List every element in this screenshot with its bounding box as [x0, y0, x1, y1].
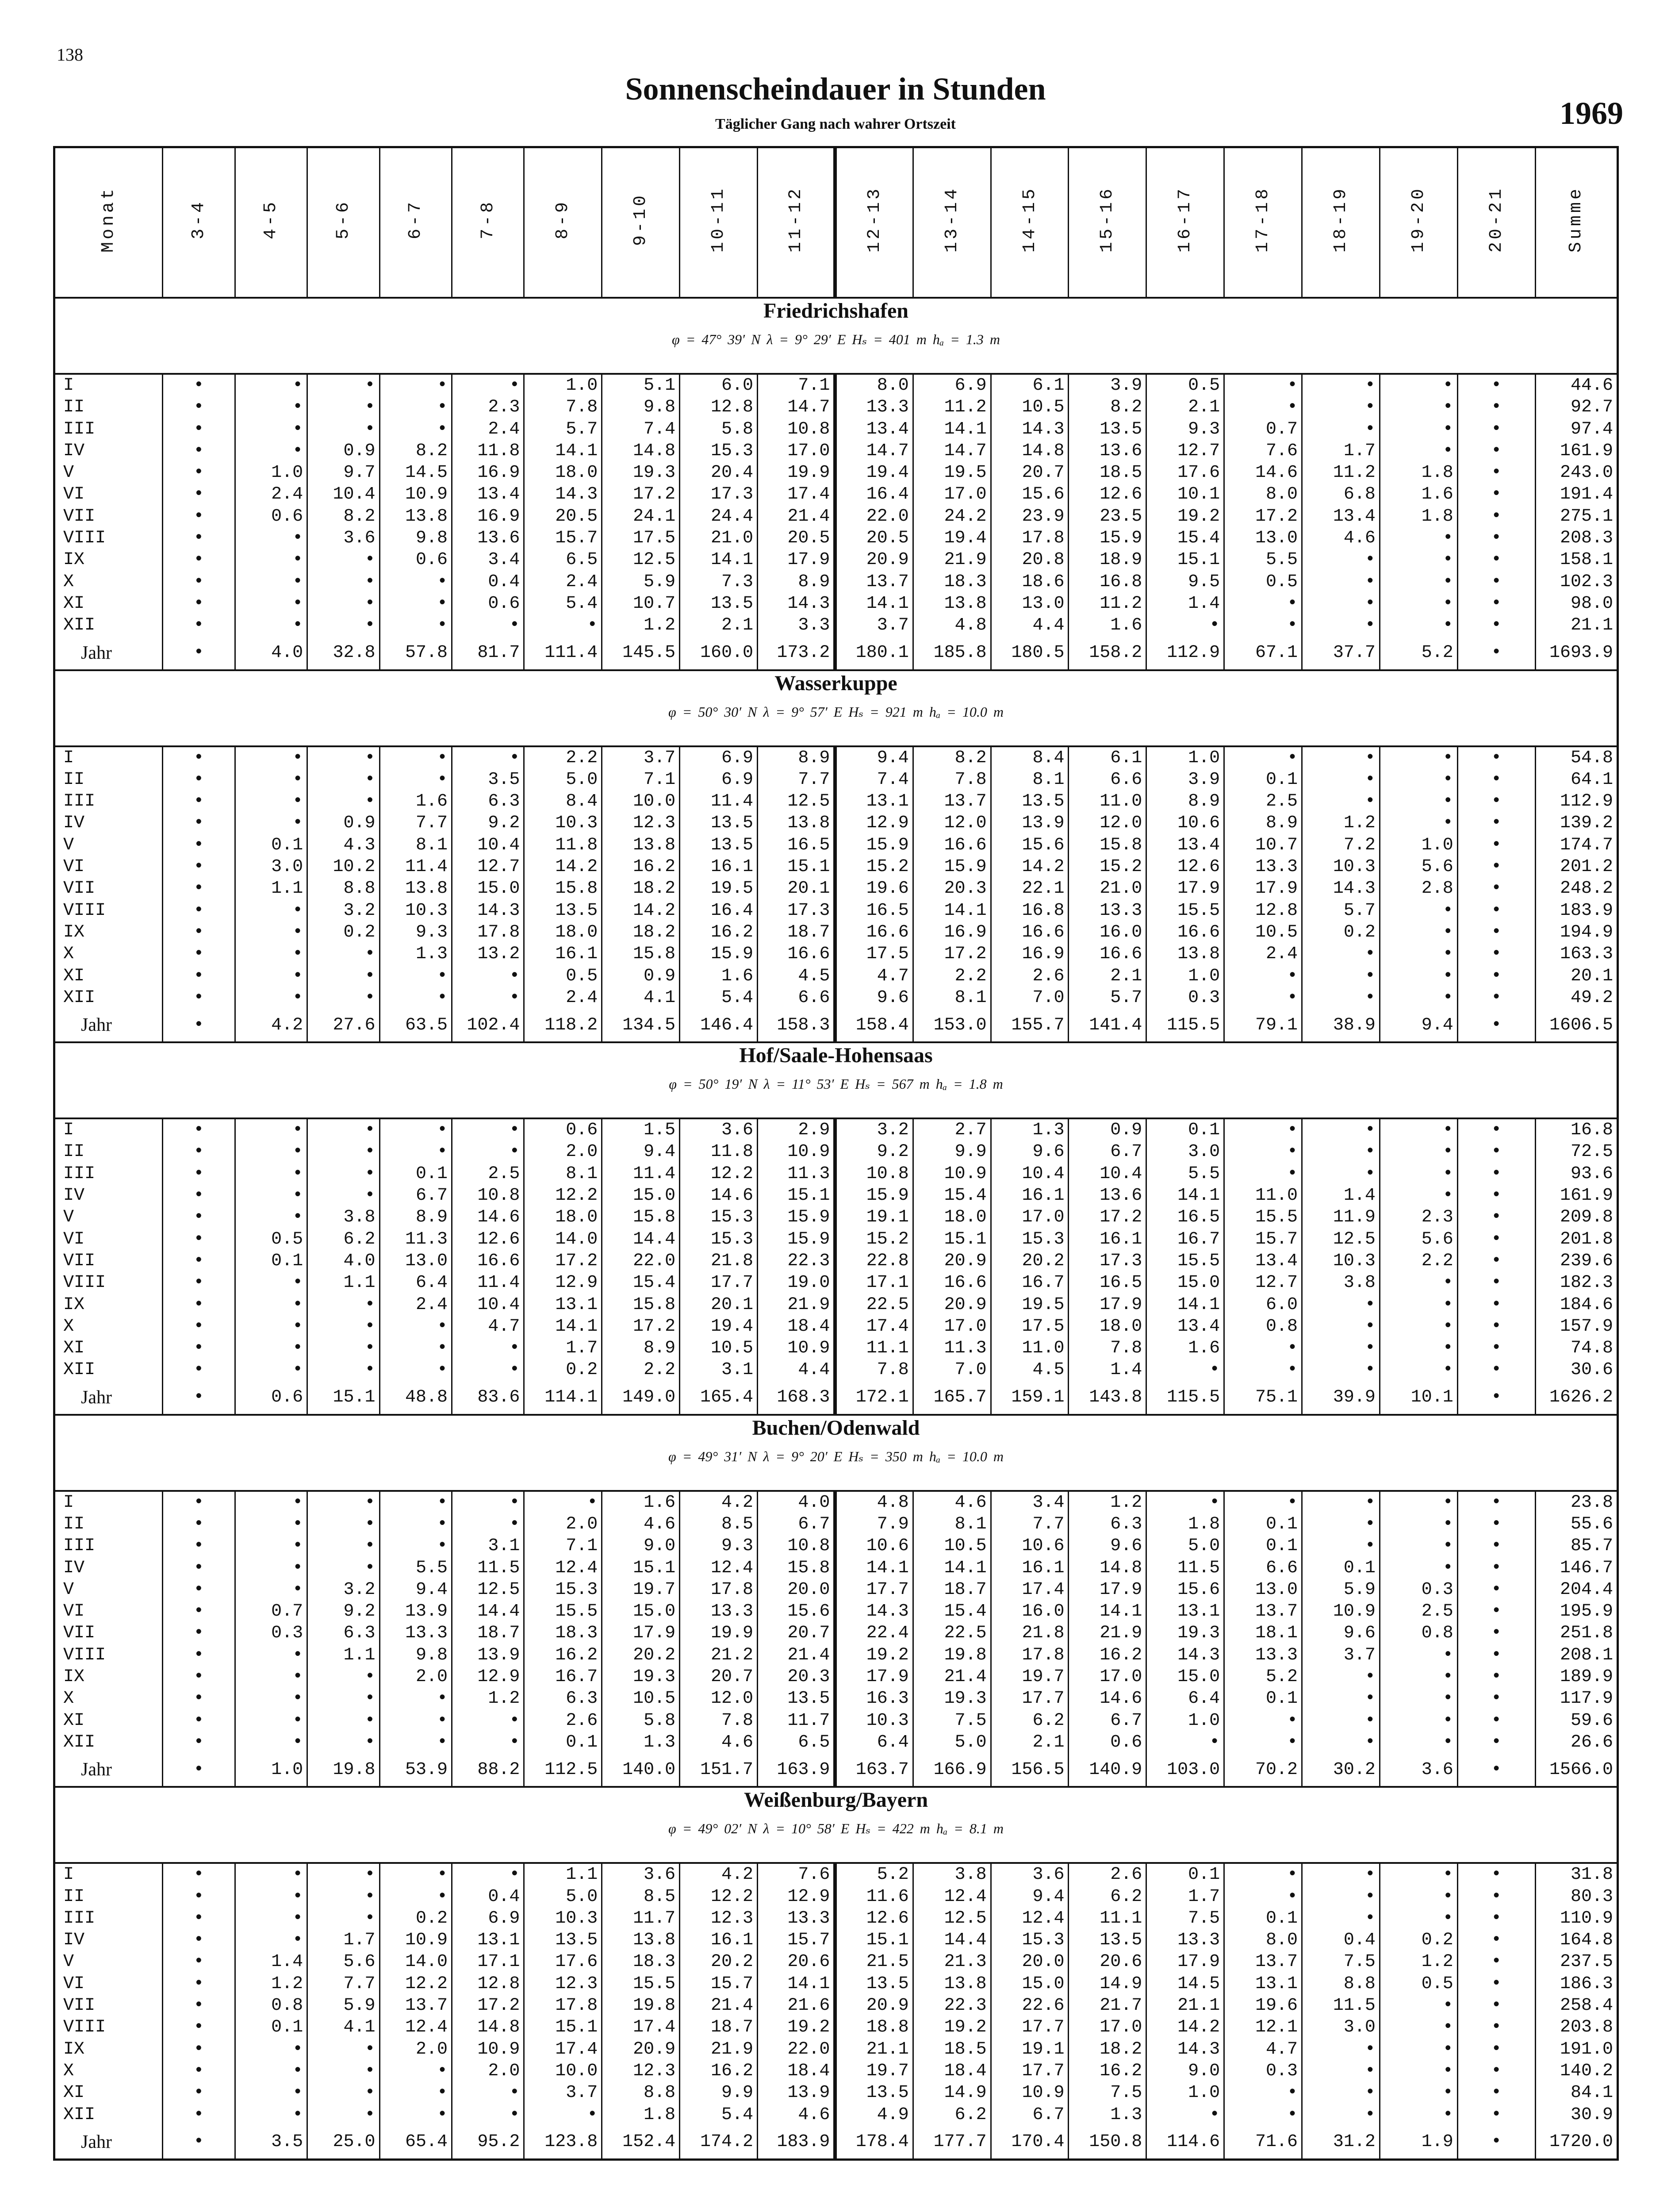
month-values-7-8: • • 3.1 11.5 12.5 14.4 18.7 13.9 12.9 1.2 • •	[452, 1491, 524, 1754]
year-total-value: 180.5	[991, 637, 1069, 670]
station-header-row	[54, 1787, 1618, 1863]
year-total-value: 183.9	[758, 2126, 836, 2160]
year-total-label: Jahr	[54, 1753, 163, 1787]
column-header-label: 14-15	[1019, 186, 1040, 253]
year-total-value: 1.0	[235, 1753, 307, 1787]
station-header	[54, 1042, 1618, 1118]
station-coordinates: φ = 49° 02′ N λ = 10° 58′ E Hₛ = 422 m hₐ = 8.1 m	[668, 1820, 1004, 1837]
month-values-16-17: 0.1 1.7 7.5 13.3 17.9 14.5 21.1 14.2 14.3 9.0 1.0 •	[1146, 1863, 1224, 2126]
year-total-value: 156.5	[991, 1753, 1069, 1787]
month-values-11-12: 4.0 6.7 10.8 15.8 20.0 15.6 20.7 21.4 20.3 13.5 11.7 6.5	[758, 1491, 836, 1754]
year-total-value: 165.4	[680, 1381, 758, 1415]
year-total-value: 1720.0	[1535, 2126, 1617, 2160]
year-total-row	[54, 1753, 1618, 1787]
column-header-label: 12-13	[865, 186, 885, 253]
year-total-value: 37.7	[1302, 637, 1380, 670]
column-header	[602, 147, 680, 298]
page-title: Sonnenscheindauer in Stunden	[625, 71, 1046, 107]
column-header-label: 7-8	[478, 200, 498, 240]
column-header-label: Monat	[99, 186, 119, 253]
year-total-value: 48.8	[379, 1381, 452, 1415]
year-total-value: 159.1	[991, 1381, 1069, 1415]
month-labels: I II III IV V VI VII VIII IX X XI XII	[54, 374, 163, 637]
year-total-value: 112.5	[524, 1753, 602, 1787]
column-header	[1224, 147, 1302, 298]
year-total-value: 160.0	[680, 637, 758, 670]
year-total-value: 30.2	[1302, 1753, 1380, 1787]
year-total-value: 151.7	[680, 1753, 758, 1787]
column-header	[307, 147, 379, 298]
monthly-data-row	[54, 374, 1618, 637]
year-total-value: 75.1	[1224, 1381, 1302, 1415]
month-values-Summe: 31.8 80.3 110.9 164.8 237.5 186.3 258.4 203.8 191.0 140.2 84.1 30.9	[1535, 1863, 1617, 2126]
column-header	[163, 147, 235, 298]
column-header	[913, 147, 991, 298]
year-total-value: 173.2	[758, 637, 836, 670]
month-values-16-17: 0.5 2.1 9.3 12.7 17.6 10.1 19.2 15.4 15.1 9.5 1.4 •	[1146, 374, 1224, 637]
month-labels: I II III IV V VI VII VIII IX X XI XII	[54, 1863, 163, 2126]
column-header-label: 18-19	[1330, 186, 1351, 253]
month-values-18-19: • • • 0.1 5.9 10.9 9.6 3.7 • • • •	[1302, 1491, 1380, 1754]
month-values-12-13: 5.2 11.6 12.6 15.1 21.5 13.5 20.9 18.8 21.1 19.7 13.5 4.9	[835, 1863, 913, 2126]
year-total-value: 71.6	[1224, 2126, 1302, 2160]
year-total-value: •	[1457, 2126, 1535, 2160]
year-total-value: 88.2	[452, 1753, 524, 1787]
year-total-row	[54, 2126, 1618, 2160]
month-values-17-18: • • 0.7 7.6 14.6 8.0 17.2 13.0 5.5 0.5 • •	[1224, 374, 1302, 637]
month-values-20-21: • • • • • • • • • • • •	[1457, 374, 1535, 637]
month-values-6-7: • • 0.1 6.7 8.9 11.3 13.0 6.4 2.4 • • •	[379, 1118, 452, 1381]
station-header	[54, 298, 1618, 374]
year-total-value: 158.2	[1069, 637, 1146, 670]
month-values-14-15: 3.4 7.7 10.6 16.1 17.4 16.0 21.8 17.8 19.7 17.7 6.2 2.1	[991, 1491, 1069, 1754]
year-total-value: 32.8	[307, 637, 379, 670]
month-values-12-13: 3.2 9.2 10.8 15.9 19.1 15.2 22.8 17.1 22.5 17.4 11.1 7.8	[835, 1118, 913, 1381]
year-total-value: •	[163, 1009, 235, 1042]
month-values-18-19: • • • 1.4 11.9 12.5 10.3 3.8 • • • •	[1302, 1118, 1380, 1381]
column-header	[1146, 147, 1224, 298]
column-header-label: Summe	[1566, 186, 1587, 253]
year-total-value: 165.7	[913, 1381, 991, 1415]
year-total-value: •	[1457, 1753, 1535, 1787]
month-values-7-8: • 2.3 2.4 11.8 16.9 13.4 16.9 13.6 3.4 0.4 0.6 •	[452, 374, 524, 637]
month-values-13-14: 3.8 12.4 12.5 14.4 21.3 13.8 22.3 19.2 18.5 18.4 14.9 6.2	[913, 1863, 991, 2126]
station-coordinates: φ = 47° 39′ N λ = 9° 29′ E Hₛ = 401 m hₐ = 1.3 m	[672, 331, 1000, 347]
year-total-value: 57.8	[379, 637, 452, 670]
year-total-value: 143.8	[1069, 1381, 1146, 1415]
month-values-Summe: 23.8 55.6 85.7 146.7 204.4 195.9 251.8 208.1 189.9 117.9 59.6 26.6	[1535, 1491, 1617, 1754]
year-total-value: 27.6	[307, 1009, 379, 1042]
sunshine-table	[53, 146, 1619, 2161]
month-values-15-16: 2.6 6.2 11.1 13.5 20.6 14.9 21.7 17.0 18.2 16.2 7.5 1.3	[1069, 1863, 1146, 2126]
year-total-value: •	[163, 1381, 235, 1415]
year-total-value: 158.3	[758, 1009, 836, 1042]
year-total-value: 185.8	[913, 637, 991, 670]
year-total-value: 163.9	[758, 1753, 836, 1787]
year-total-value: 65.4	[379, 2126, 452, 2160]
year-total-value: •	[163, 637, 235, 670]
month-values-11-12: 2.9 10.9 11.3 15.1 15.9 15.9 22.3 19.0 21.9 18.4 10.9 4.4	[758, 1118, 836, 1381]
month-values-10-11: 6.9 6.9 11.4 13.5 13.5 16.1 19.5 16.4 16.2 15.9 1.6 5.4	[680, 746, 758, 1009]
month-values-3-4: • • • • • • • • • • • •	[163, 374, 235, 637]
month-values-4-5: • • • • • 0.5 0.1 • • • • •	[235, 1118, 307, 1381]
year-total-value: 140.0	[602, 1753, 680, 1787]
month-values-4-5: • • • • 1.4 1.2 0.8 0.1 • • • •	[235, 1863, 307, 2126]
month-values-9-10: 5.1 9.8 7.4 14.8 19.3 17.2 24.1 17.5 12.5 5.9 10.7 1.2	[602, 374, 680, 637]
month-values-9-10: 3.7 7.1 10.0 12.3 13.8 16.2 18.2 14.2 18.2 15.8 0.9 4.1	[602, 746, 680, 1009]
station-name: Wasserkuppe	[774, 671, 897, 695]
year-total-value: 177.7	[913, 2126, 991, 2160]
month-values-8-9: 1.1 5.0 10.3 13.5 17.6 12.3 17.8 15.1 17.4 10.0 3.7 •	[524, 1863, 602, 2126]
year-total-value: 168.3	[758, 1381, 836, 1415]
year-total-value: 9.4	[1380, 1009, 1457, 1042]
column-header-label: 15-16	[1097, 186, 1118, 253]
station-header-row	[54, 1415, 1618, 1491]
month-values-8-9: 2.2 5.0 8.4 10.3 11.8 14.2 15.8 13.5 18.0 16.1 0.5 2.4	[524, 746, 602, 1009]
year-total-value: 95.2	[452, 2126, 524, 2160]
year-total-value: 3.5	[235, 2126, 307, 2160]
year-total-value: 146.4	[680, 1009, 758, 1042]
station-coordinates: φ = 50° 19′ N λ = 11° 53′ E Hₛ = 567 m hₐ = 1.8 m	[669, 1076, 1003, 1092]
month-values-8-9: • 2.0 7.1 12.4 15.3 15.5 18.3 16.2 16.7 6.3 2.6 0.1	[524, 1491, 602, 1754]
year-total-value: •	[163, 1753, 235, 1787]
month-values-17-18: • 0.1 2.5 8.9 10.7 13.3 17.9 12.8 10.5 2.4 • •	[1224, 746, 1302, 1009]
month-values-19-20: • • • • 1.8 1.6 1.8 • • • • •	[1380, 374, 1457, 637]
column-header	[680, 147, 758, 298]
station-name: Friedrichshafen	[763, 299, 908, 323]
month-values-19-20: • • • • 2.3 5.6 2.2 • • • • •	[1380, 1118, 1457, 1381]
year-total-value: 53.9	[379, 1753, 452, 1787]
year-total-value: 4.2	[235, 1009, 307, 1042]
column-header	[835, 147, 913, 298]
year-total-value: 114.1	[524, 1381, 602, 1415]
year-total-value: 25.0	[307, 2126, 379, 2160]
column-header-label: 3-4	[188, 200, 209, 240]
year-total-value: 39.9	[1302, 1381, 1380, 1415]
year-total-value: 178.4	[835, 2126, 913, 2160]
station-header	[54, 1787, 1618, 1863]
column-header-label: 6-7	[406, 200, 426, 240]
station-coordinates: φ = 49° 31′ N λ = 9° 20′ E Hₛ = 350 m hₐ = 10.0 m	[668, 1448, 1004, 1464]
year-total-value: 115.5	[1146, 1009, 1224, 1042]
column-header	[1457, 147, 1535, 298]
month-values-16-17: 1.0 3.9 8.9 10.6 13.4 12.6 17.9 15.5 16.6 13.8 1.0 0.3	[1146, 746, 1224, 1009]
month-values-20-21: • • • • • • • • • • • •	[1457, 1863, 1535, 2126]
year-total-value: 38.9	[1302, 1009, 1380, 1042]
month-values-18-19: • • • 0.4 7.5 8.8 11.5 3.0 • • • •	[1302, 1863, 1380, 2126]
column-header	[452, 147, 524, 298]
month-values-4-5: • • • • 1.0 2.4 0.6 • • • • •	[235, 374, 307, 637]
year-total-label: Jahr	[54, 1381, 163, 1415]
year-total-row	[54, 637, 1618, 670]
year-total-value: 112.9	[1146, 637, 1224, 670]
month-values-11-12: 7.1 14.7 10.8 17.0 19.9 17.4 21.4 20.5 17.9 8.9 14.3 3.3	[758, 374, 836, 637]
column-header-label: 10-11	[709, 186, 729, 253]
year-total-value: 1626.2	[1535, 1381, 1617, 1415]
year-total-value: 0.6	[235, 1381, 307, 1415]
station-name: Weißenburg/Bayern	[744, 1788, 928, 1812]
column-header-label: 17-18	[1253, 186, 1273, 253]
column-header-row	[54, 147, 1618, 298]
year-total-value: 166.9	[913, 1753, 991, 1787]
month-values-Summe: 44.6 92.7 97.4 161.9 243.0 191.4 275.1 208.3 158.1 102.3 98.0 21.1	[1535, 374, 1617, 637]
month-values-7-8: • 3.5 6.3 9.2 10.4 12.7 15.0 14.3 17.8 13.2 • •	[452, 746, 524, 1009]
month-values-14-15: 6.1 10.5 14.3 14.8 20.7 15.6 23.9 17.8 20.8 18.6 13.0 4.4	[991, 374, 1069, 637]
month-values-9-10: 3.6 8.5 11.7 13.8 18.3 15.5 19.8 17.4 20.9 12.3 8.8 1.8	[602, 1863, 680, 2126]
year-total-value: •	[1457, 637, 1535, 670]
month-values-14-15: 1.3 9.6 10.4 16.1 17.0 15.3 20.2 16.7 19.5 17.5 11.0 4.5	[991, 1118, 1069, 1381]
year-total-value: 5.2	[1380, 637, 1457, 670]
month-values-6-7: • • • 8.2 14.5 10.9 13.8 9.8 0.6 • • •	[379, 374, 452, 637]
column-header-label: 19-20	[1408, 186, 1429, 253]
column-header	[758, 147, 836, 298]
column-header	[379, 147, 452, 298]
year-total-value: 15.1	[307, 1381, 379, 1415]
month-values-12-13: 8.0 13.3 13.4 14.7 19.4 16.4 22.0 20.5 20.9 13.7 14.1 3.7	[835, 374, 913, 637]
monthly-data-row	[54, 1118, 1618, 1381]
year-total-value: 63.5	[379, 1009, 452, 1042]
monthly-data-row	[54, 1863, 1618, 2126]
year-total-value: 158.4	[835, 1009, 913, 1042]
month-values-3-4: • • • • • • • • • • • •	[163, 1491, 235, 1754]
year-total-value: 155.7	[991, 1009, 1069, 1042]
year-total-value: 67.1	[1224, 637, 1302, 670]
year-label: 1969	[1560, 96, 1623, 131]
month-values-16-17: • 1.8 5.0 11.5 15.6 13.1 19.3 14.3 15.0 6.4 1.0 •	[1146, 1491, 1224, 1754]
month-values-20-21: • • • • • • • • • • • •	[1457, 746, 1535, 1009]
column-header	[1302, 147, 1380, 298]
year-total-value: 114.6	[1146, 2126, 1224, 2160]
month-values-19-20: • • • 0.2 1.2 0.5 • • • • • •	[1380, 1863, 1457, 2126]
month-values-17-18: • • • 11.0 15.5 15.7 13.4 12.7 6.0 0.8 • •	[1224, 1118, 1302, 1381]
station-header	[54, 670, 1618, 746]
page-number: 138	[57, 45, 83, 65]
column-header-label: 5-6	[333, 200, 353, 240]
year-total-value: 1693.9	[1535, 637, 1617, 670]
station-coordinates: φ = 50° 30′ N λ = 9° 57′ E Hₛ = 921 m hₐ = 10.0 m	[668, 703, 1004, 720]
year-total-value: 172.1	[835, 1381, 913, 1415]
month-values-15-16: 0.9 6.7 10.4 13.6 17.2 16.1 17.3 16.5 17.9 18.0 7.8 1.4	[1069, 1118, 1146, 1381]
year-total-value: 149.0	[602, 1381, 680, 1415]
year-total-value: 70.2	[1224, 1753, 1302, 1787]
month-values-13-14: 6.9 11.2 14.1 14.7 19.5 17.0 24.2 19.4 21.9 18.3 13.8 4.8	[913, 374, 991, 637]
month-values-5-6: • • • 0.9 9.7 10.4 8.2 3.6 • • • •	[307, 374, 379, 637]
column-header-label: 16-17	[1175, 186, 1196, 253]
month-values-13-14: 2.7 9.9 10.9 15.4 18.0 15.1 20.9 16.6 20.9 17.0 11.3 7.0	[913, 1118, 991, 1381]
page-subtitle: Täglicher Gang nach wahrer Ortszeit	[715, 116, 956, 132]
year-total-label: Jahr	[54, 2126, 163, 2160]
month-values-11-12: 8.9 7.7 12.5 13.8 16.5 15.1 20.1 17.3 18.7 16.6 4.5 6.6	[758, 746, 836, 1009]
month-values-15-16: 6.1 6.6 11.0 12.0 15.8 15.2 21.0 13.3 16.0 16.6 2.1 5.7	[1069, 746, 1146, 1009]
month-values-20-21: • • • • • • • • • • • •	[1457, 1118, 1535, 1381]
month-values-13-14: 8.2 7.8 13.7 12.0 16.6 15.9 20.3 14.1 16.9 17.2 2.2 8.1	[913, 746, 991, 1009]
year-total-value: 10.1	[1380, 1381, 1457, 1415]
year-total-value: 83.6	[452, 1381, 524, 1415]
column-header	[235, 147, 307, 298]
year-total-label: Jahr	[54, 1009, 163, 1042]
year-total-value: 123.8	[524, 2126, 602, 2160]
month-values-Summe: 54.8 64.1 112.9 139.2 174.7 201.2 248.2 183.9 194.9 163.3 20.1 49.2	[1535, 746, 1617, 1009]
year-total-value: 141.4	[1069, 1009, 1146, 1042]
month-labels: I II III IV V VI VII VIII IX X XI XII	[54, 1118, 163, 1381]
year-total-value: 118.2	[524, 1009, 602, 1042]
monthly-data-row	[54, 746, 1618, 1009]
column-header	[524, 147, 602, 298]
year-total-value: 115.5	[1146, 1381, 1224, 1415]
column-header	[991, 147, 1069, 298]
year-total-value: 180.1	[835, 637, 913, 670]
month-values-5-6: • • • • 3.2 9.2 6.3 1.1 • • • •	[307, 1491, 379, 1754]
month-values-3-4: • • • • • • • • • • • •	[163, 1118, 235, 1381]
column-header-label: 13-14	[942, 186, 962, 253]
month-values-9-10: 1.5 9.4 11.4 15.0 15.8 14.4 22.0 15.4 15.8 17.2 8.9 2.2	[602, 1118, 680, 1381]
year-total-value: 111.4	[524, 637, 602, 670]
month-values-6-7: • • 0.2 10.9 14.0 12.2 13.7 12.4 2.0 • • •	[379, 1863, 452, 2126]
year-total-value: 102.4	[452, 1009, 524, 1042]
month-values-5-6: • • • 0.9 4.3 10.2 8.8 3.2 0.2 • • •	[307, 746, 379, 1009]
month-values-10-11: 6.0 12.8 5.8 15.3 20.4 17.3 24.4 21.0 14.1 7.3 13.5 2.1	[680, 374, 758, 637]
year-total-value: 79.1	[1224, 1009, 1302, 1042]
month-values-10-11: 4.2 8.5 9.3 12.4 17.8 13.3 19.9 21.2 20.7 12.0 7.8 4.6	[680, 1491, 758, 1754]
year-total-value: 145.5	[602, 637, 680, 670]
month-values-14-15: 3.6 9.4 12.4 15.3 20.0 15.0 22.6 17.7 19.1 17.7 10.9 6.7	[991, 1863, 1069, 2126]
year-total-value: 150.8	[1069, 2126, 1146, 2160]
month-values-16-17: 0.1 3.0 5.5 14.1 16.5 16.7 15.5 15.0 14.1 13.4 1.6 •	[1146, 1118, 1224, 1381]
month-values-Summe: 16.8 72.5 93.6 161.9 209.8 201.8 239.6 182.3 184.6 157.9 74.8 30.6	[1535, 1118, 1617, 1381]
month-values-7-8: • 0.4 6.9 13.1 17.1 12.8 17.2 14.8 10.9 2.0 • •	[452, 1863, 524, 2126]
year-total-value: 140.9	[1069, 1753, 1146, 1787]
month-values-4-5: • • • • • 0.7 0.3 • • • • •	[235, 1491, 307, 1754]
year-total-value: 103.0	[1146, 1753, 1224, 1787]
month-values-19-20: • • • • 0.3 2.5 0.8 • • • • •	[1380, 1491, 1457, 1754]
year-total-value: 31.2	[1302, 2126, 1380, 2160]
month-values-3-4: • • • • • • • • • • • •	[163, 1863, 235, 2126]
month-values-6-7: • • 1.6 7.7 8.1 11.4 13.8 10.3 9.3 1.3 • •	[379, 746, 452, 1009]
station-header	[54, 1415, 1618, 1491]
month-values-12-13: 4.8 7.9 10.6 14.1 17.7 14.3 22.4 19.2 17.9 16.3 10.3 6.4	[835, 1491, 913, 1754]
month-values-8-9: 1.0 7.8 5.7 14.1 18.0 14.3 20.5 15.7 6.5 2.4 5.4 •	[524, 374, 602, 637]
month-labels: I II III IV V VI VII VIII IX X XI XII	[54, 1491, 163, 1754]
month-values-6-7: • • • 5.5 9.4 13.9 13.3 9.8 2.0 • • •	[379, 1491, 452, 1754]
station-name: Buchen/Odenwald	[752, 1416, 920, 1440]
year-total-value: •	[1457, 1009, 1535, 1042]
month-labels: I II III IV V VI VII VIII IX X XI XII	[54, 746, 163, 1009]
month-values-18-19: • • • 1.2 7.2 10.3 14.3 5.7 0.2 • • •	[1302, 746, 1380, 1009]
month-values-9-10: 1.6 4.6 9.0 15.1 19.7 15.0 17.9 20.2 19.3 10.5 5.8 1.3	[602, 1491, 680, 1754]
column-header	[1535, 147, 1617, 298]
year-total-label: Jahr	[54, 637, 163, 670]
month-values-19-20: • • • • 1.0 5.6 2.8 • • • • •	[1380, 746, 1457, 1009]
column-header	[54, 147, 163, 298]
column-header-label: 11-12	[786, 186, 806, 253]
column-header	[1069, 147, 1146, 298]
month-values-17-18: • • 0.1 8.0 13.7 13.1 19.6 12.1 4.7 0.3 • •	[1224, 1863, 1302, 2126]
year-total-value: 1.9	[1380, 2126, 1457, 2160]
station-name: Hof/Saale-Hohensaas	[739, 1044, 933, 1068]
year-total-value: •	[163, 2126, 235, 2160]
month-values-3-4: • • • • • • • • • • • •	[163, 746, 235, 1009]
column-header-label: 8-9	[553, 200, 573, 240]
year-total-value: 163.7	[835, 1753, 913, 1787]
year-total-value: 170.4	[991, 2126, 1069, 2160]
month-values-7-8: • • 2.5 10.8 14.6 12.6 16.6 11.4 10.4 4.7 • •	[452, 1118, 524, 1381]
year-total-value: 4.0	[235, 637, 307, 670]
year-total-value: 152.4	[602, 2126, 680, 2160]
station-header-row	[54, 298, 1618, 374]
month-values-15-16: 3.9 8.2 13.5 13.6 18.5 12.6 23.5 15.9 18.9 16.8 11.2 1.6	[1069, 374, 1146, 637]
month-values-10-11: 3.6 11.8 12.2 14.6 15.3 15.3 21.8 17.7 20.1 19.4 10.5 3.1	[680, 1118, 758, 1381]
year-total-value: 19.8	[307, 1753, 379, 1787]
station-header-row	[54, 1042, 1618, 1118]
month-values-17-18: • 0.1 0.1 6.6 13.0 13.7 18.1 13.3 5.2 0.1 • •	[1224, 1491, 1302, 1754]
year-total-row	[54, 1381, 1618, 1415]
column-header-label: 4-5	[261, 200, 281, 240]
year-total-value: •	[1457, 1381, 1535, 1415]
year-total-value: 1606.5	[1535, 1009, 1617, 1042]
column-header-label: 9-10	[631, 193, 651, 246]
month-values-8-9: 0.6 2.0 8.1 12.2 18.0 14.0 17.2 12.9 13.1 14.1 1.7 0.2	[524, 1118, 602, 1381]
column-header-label: 20-21	[1486, 186, 1506, 253]
month-values-10-11: 4.2 12.2 12.3 16.1 20.2 15.7 21.4 18.7 21.9 16.2 9.9 5.4	[680, 1863, 758, 2126]
station-header-row	[54, 670, 1618, 746]
month-values-4-5: • • • • 0.1 3.0 1.1 • • • • •	[235, 746, 307, 1009]
month-values-20-21: • • • • • • • • • • • •	[1457, 1491, 1535, 1754]
year-total-row	[54, 1009, 1618, 1042]
column-header	[1380, 147, 1457, 298]
month-values-11-12: 7.6 12.9 13.3 15.7 20.6 14.1 21.6 19.2 22.0 18.4 13.9 4.6	[758, 1863, 836, 2126]
month-values-13-14: 4.6 8.1 10.5 14.1 18.7 15.4 22.5 19.8 21.4 19.3 7.5 5.0	[913, 1491, 991, 1754]
year-total-value: 153.0	[913, 1009, 991, 1042]
month-values-12-13: 9.4 7.4 13.1 12.9 15.9 15.2 19.6 16.5 16.6 17.5 4.7 9.6	[835, 746, 913, 1009]
year-total-value: 81.7	[452, 637, 524, 670]
year-total-value: 1566.0	[1535, 1753, 1617, 1787]
month-values-14-15: 8.4 8.1 13.5 13.9 15.6 14.2 22.1 16.8 16.6 16.9 2.6 7.0	[991, 746, 1069, 1009]
month-values-5-6: • • • • 3.8 6.2 4.0 1.1 • • • •	[307, 1118, 379, 1381]
monthly-data-row	[54, 1491, 1618, 1754]
month-values-5-6: • • • 1.7 5.6 7.7 5.9 4.1 • • • •	[307, 1863, 379, 2126]
year-total-value: 3.6	[1380, 1753, 1457, 1787]
month-values-15-16: 1.2 6.3 9.6 14.8 17.9 14.1 21.9 16.2 17.0 14.6 6.7 0.6	[1069, 1491, 1146, 1754]
year-total-value: 174.2	[680, 2126, 758, 2160]
year-total-value: 134.5	[602, 1009, 680, 1042]
month-values-18-19: • • • 1.7 11.2 6.8 13.4 4.6 • • • •	[1302, 374, 1380, 637]
